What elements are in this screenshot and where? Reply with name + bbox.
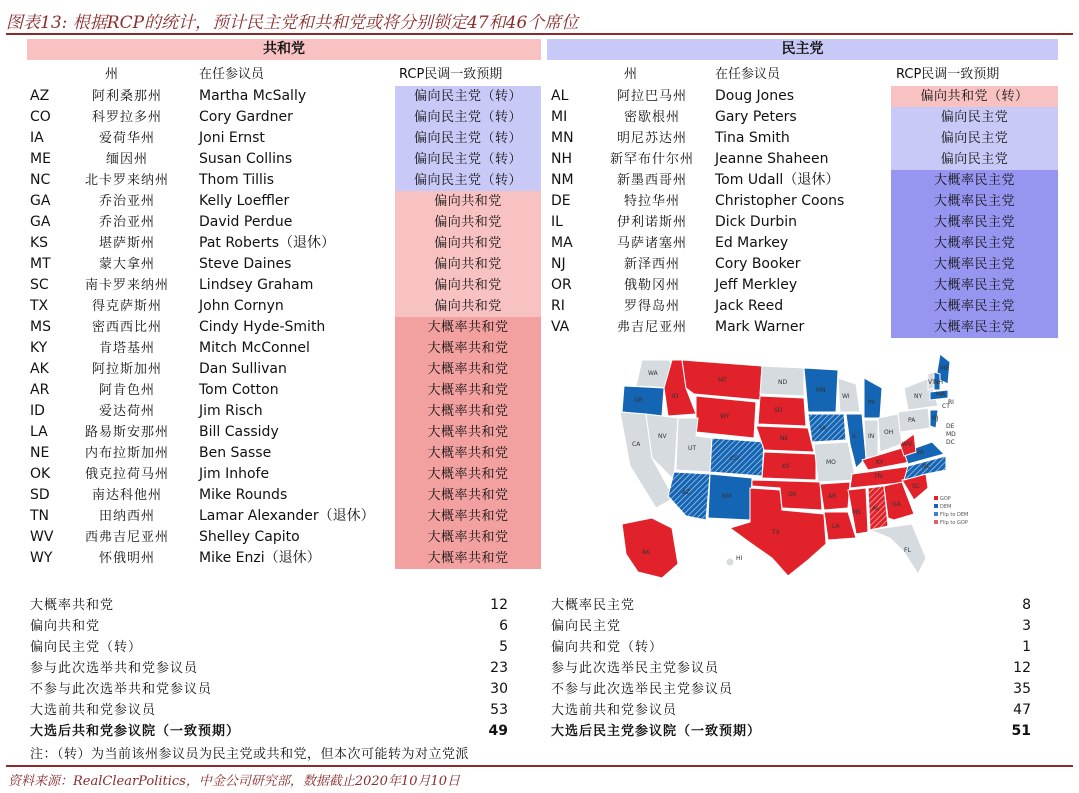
map-label-pa: PA [908, 417, 916, 424]
senator-name: Susan Collins [199, 151, 293, 167]
senator-name: Jim Risch [199, 403, 263, 419]
map-label-ct: CT [942, 403, 950, 410]
state-abbr: VA [551, 319, 570, 335]
state-abbr: ID [30, 403, 45, 419]
state-abbr: KS [30, 235, 49, 251]
state-name: 阿肯色州 [98, 383, 155, 398]
state-name: 罗得岛州 [623, 299, 680, 314]
state-name: 阿拉巴马州 [616, 89, 687, 104]
state-abbr: KY [30, 340, 48, 356]
state-name: 西弗吉尼亚州 [84, 530, 169, 545]
senator-name: Thom Tillis [199, 172, 275, 188]
senator-name: Jack Reed [715, 298, 784, 314]
summary-value: 5 [499, 639, 508, 655]
map-label-ri: RI [948, 399, 954, 406]
state-name: 新罕布什尔州 [609, 152, 694, 167]
map-label-ny: NY [914, 393, 923, 400]
state-abbr: OR [551, 277, 572, 293]
summary-line [30, 616, 508, 637]
map-label-ar: AR [828, 493, 837, 500]
page-title: 图表13: 根据RCP的统计，预计民主党和共和党或将分别锁定47和46个席位 [6, 13, 579, 33]
state-name: 堪萨斯州 [98, 236, 155, 251]
rcp-prediction: 大概率共和党 [395, 443, 541, 464]
dem-row [0, 191, 1079, 212]
map-flip-ia [808, 414, 846, 442]
legend-label: Flip to DEM [940, 512, 969, 518]
state-name: 密歇根州 [623, 110, 680, 125]
title-rule [6, 33, 1073, 35]
rcp-prediction: 大概率共和党 [395, 401, 541, 422]
map-label-md: MD [946, 431, 956, 438]
senator-name: Jim Inhofe [199, 466, 270, 482]
state-abbr: OK [30, 466, 51, 482]
state-abbr: CO [30, 109, 51, 125]
rcp-prediction: 大概率共和党 [395, 317, 541, 338]
state-name: 怀俄明州 [98, 551, 155, 566]
map-label-mn: MN [816, 387, 826, 394]
state-name: 阿拉斯加州 [91, 362, 162, 377]
rcp-prediction: 偏向民主党（转） [395, 170, 541, 191]
rcp-prediction: 大概率民主党 [891, 254, 1058, 275]
rcp-prediction: 大概率共和党 [395, 506, 541, 527]
summary-line [551, 679, 1031, 700]
state-name: 新墨西哥州 [616, 173, 687, 188]
dem-col-state: 州 [624, 67, 638, 82]
state-abbr: WY [30, 550, 53, 566]
state-abbr: RI [551, 298, 565, 314]
state-name: 阿利桑那州 [91, 89, 162, 104]
state-name: 南达科他州 [91, 488, 162, 503]
summary-label: 偏向民主党 [551, 619, 622, 634]
map-label-nj: NJ [932, 415, 939, 422]
senator-name: Cory Gardner [199, 109, 293, 125]
dem-row [0, 149, 1079, 170]
state-abbr: MA [551, 235, 573, 251]
summary-label: 参与此次选举共和党参议员 [30, 661, 199, 676]
senator-name: Tom Cotton [199, 382, 279, 398]
rcp-prediction: 大概率共和党 [395, 548, 541, 569]
dem-header: 民主党 [547, 39, 1058, 60]
summary-line [551, 721, 1031, 742]
state-abbr: SD [30, 487, 50, 503]
senator-name: Mark Warner [715, 319, 805, 335]
senator-name: Mitch McConnel [199, 340, 310, 356]
summary-label: 参与此次选举民主党参议员 [551, 661, 720, 676]
dem-col-pred: RCP民调一致预期 [896, 67, 1000, 82]
rcp-prediction: 偏向民主党（转） [395, 107, 541, 128]
state-name: 路易斯安那州 [84, 425, 169, 440]
dem-row [0, 296, 1079, 317]
rcp-prediction: 偏向民主党 [891, 128, 1058, 149]
rcp-prediction: 大概率民主党 [891, 170, 1058, 191]
state-name: 蒙大拿州 [98, 257, 155, 272]
rcp-prediction: 大概率民主党 [891, 212, 1058, 233]
senator-name: Tina Smith [715, 130, 790, 146]
summary-value: 1 [1022, 639, 1031, 655]
map-flip-az [668, 472, 710, 520]
state-abbr: TX [30, 298, 49, 314]
map-label-wv: WV [902, 441, 913, 448]
summary-label: 偏向共和党（转） [551, 640, 664, 655]
dem-row [0, 86, 1079, 107]
map-label-sd: SD [774, 407, 783, 414]
summary-label: 大概率民主党 [551, 598, 636, 613]
state-name: 爱达荷州 [98, 404, 155, 419]
rcp-prediction: 偏向共和党 [395, 233, 541, 254]
rcp-prediction: 大概率民主党 [891, 296, 1058, 317]
senator-name: Lindsey Graham [199, 277, 314, 293]
summary-label: 大选后共和党参议院（一致预期） [30, 724, 241, 739]
state-name: 科罗拉多州 [91, 110, 162, 125]
state-abbr: AR [30, 382, 50, 398]
dem-row [0, 275, 1079, 296]
rcp-prediction: 大概率共和党 [395, 527, 541, 548]
summary-line [551, 700, 1031, 721]
state-abbr: WV [30, 529, 54, 545]
rcp-prediction: 偏向共和党 [395, 296, 541, 317]
summary-value: 6 [499, 618, 508, 634]
map-label-nv: NV [658, 433, 667, 440]
state-name: 明尼苏达州 [616, 131, 687, 146]
map-label-dc: DC [946, 439, 955, 446]
senator-name: Gary Peters [715, 109, 797, 125]
state-name: 乔治亚州 [98, 194, 155, 209]
summary-value: 23 [490, 660, 508, 676]
rcp-prediction: 偏向民主党（转） [395, 86, 541, 107]
senator-name: Cindy Hyde-Smith [199, 319, 326, 335]
summary-value: 12 [1013, 660, 1031, 676]
state-abbr: IL [551, 214, 563, 230]
dem-row [0, 170, 1079, 191]
summary-line [551, 616, 1031, 637]
us-senate-map [612, 348, 969, 580]
rep-header: 共和党 [27, 39, 541, 60]
senator-name: John Cornyn [199, 298, 284, 314]
state-name: 北卡罗来纳州 [84, 173, 169, 188]
rcp-prediction: 偏向共和党 [395, 275, 541, 296]
map-label-ok: OK [788, 491, 797, 498]
map-label-id: ID [672, 393, 679, 400]
senator-name: Jeff Merkley [715, 277, 798, 293]
rcp-prediction: 偏向民主党 [891, 149, 1058, 170]
map-label-wi: WI [842, 393, 850, 400]
state-abbr: NH [551, 151, 572, 167]
state-abbr: MT [30, 256, 51, 272]
summary-value: 3 [1022, 618, 1031, 634]
rcp-prediction: 大概率民主党 [891, 191, 1058, 212]
state-abbr: GA [30, 214, 51, 230]
state-name: 爱荷华州 [98, 131, 155, 146]
summary-line [30, 658, 508, 679]
map-state-hi [726, 558, 734, 566]
map-label-va: VA [916, 449, 924, 456]
footnote: 注：（转）为当前该州参议员为民主党或共和党，但本次可能转为对立党派 [30, 747, 470, 762]
map-label-ut: UT [688, 445, 697, 452]
senator-name: Cory Booker [715, 256, 801, 272]
map-state-ak [622, 518, 678, 578]
senator-name: Steve Daines [199, 256, 292, 272]
map-label-fl: FL [904, 547, 911, 554]
state-name: 缅因州 [105, 152, 148, 167]
senator-name: Tom Udall（退休） [715, 172, 840, 188]
summary-line [551, 658, 1031, 679]
map-label-ma: MA [936, 391, 946, 398]
senator-name: David Perdue [199, 214, 293, 230]
state-abbr: NE [30, 445, 50, 461]
rcp-prediction: 大概率共和党 [395, 338, 541, 359]
map-label-vt: VT [928, 379, 936, 386]
summary-label: 大选前共和党参议员 [30, 703, 157, 718]
state-abbr: NJ [551, 256, 566, 272]
map-label-nd: ND [778, 379, 788, 386]
senator-name: Shelley Capito [199, 529, 300, 545]
summary-label: 大概率共和党 [30, 598, 115, 613]
rcp-prediction: 大概率共和党 [395, 359, 541, 380]
legend-swatch [934, 512, 938, 516]
state-abbr: NC [30, 172, 51, 188]
legend-label: GOP [940, 496, 951, 502]
summary-label: 大选后民主党参议院（一致预期） [551, 724, 762, 739]
map-label-nm: NM [722, 493, 732, 500]
summary-value: 49 [488, 723, 508, 739]
state-abbr: MI [551, 109, 568, 125]
map-label-wa: WA [648, 370, 658, 377]
map-label-mt: MT [718, 377, 727, 384]
map-label-tx: TX [772, 529, 780, 536]
legend-label: Flip to GOP [940, 520, 968, 526]
summary-line [30, 700, 508, 721]
summary-line [30, 637, 508, 658]
state-abbr: IA [30, 130, 44, 146]
source-rule [6, 765, 1073, 767]
state-name: 肯塔基州 [98, 341, 155, 356]
state-abbr: AZ [30, 88, 50, 104]
state-name: 新泽西州 [623, 257, 680, 272]
dem-row [0, 317, 1079, 338]
rcp-prediction: 偏向共和党（转） [891, 86, 1058, 107]
dem-row [0, 254, 1079, 275]
map-label-de: DE [946, 423, 955, 430]
summary-label: 偏向共和党 [30, 619, 101, 634]
senator-name: Pat Roberts（退休） [199, 235, 336, 251]
map-label-ak: AK [642, 549, 651, 556]
map-label-ky: KY [876, 459, 884, 466]
dem-row [0, 128, 1079, 149]
rcp-prediction: 偏向共和党 [395, 191, 541, 212]
rcp-prediction: 偏向共和党 [395, 212, 541, 233]
map-label-az: AZ [682, 489, 691, 496]
map-state-la [824, 512, 856, 540]
rcp-prediction: 大概率共和党 [395, 380, 541, 401]
legend-swatch [934, 504, 938, 508]
map-state-or [622, 386, 664, 416]
map-label-co: CO [730, 455, 739, 462]
state-name: 弗吉尼亚州 [616, 320, 687, 335]
state-name: 内布拉斯加州 [84, 446, 169, 461]
summary-line [30, 721, 508, 742]
rcp-prediction: 大概率共和党 [395, 485, 541, 506]
state-name: 乔治亚州 [98, 215, 155, 230]
map-label-la: LA [832, 523, 840, 530]
dem-col-senator: 在任参议员 [715, 67, 781, 82]
state-name: 俄克拉荷马州 [84, 467, 169, 482]
senator-name: Doug Jones [715, 88, 795, 104]
state-name: 南卡罗来纳州 [84, 278, 169, 293]
senator-name: Christopher Coons [715, 193, 845, 209]
us-map-svg [612, 348, 969, 580]
rep-col-state: 州 [105, 67, 119, 82]
rcp-prediction: 偏向民主党（转） [395, 149, 541, 170]
rcp-prediction: 偏向共和党 [395, 254, 541, 275]
rcp-prediction: 大概率共和党 [395, 422, 541, 443]
senator-name: Lamar Alexander（退休） [199, 508, 375, 524]
state-name: 马萨诸塞州 [616, 236, 687, 251]
legend-swatch [934, 496, 938, 500]
map-label-ks: KS [782, 463, 790, 470]
senator-name: Ben Sasse [199, 445, 272, 461]
map-state-mi [864, 378, 882, 418]
state-abbr: NM [551, 172, 574, 188]
map-label-mi: MI [868, 399, 875, 406]
rep-col-senator: 在任参议员 [199, 67, 265, 82]
rcp-prediction: 大概率民主党 [891, 317, 1058, 338]
summary-label: 大选前共和党参议员 [551, 703, 678, 718]
state-abbr: GA [30, 193, 51, 209]
summary-line [30, 595, 508, 616]
state-abbr: LA [30, 424, 48, 440]
summary-value: 35 [1013, 681, 1031, 697]
dem-row [0, 212, 1079, 233]
state-abbr: TN [30, 508, 50, 524]
legend-label: DEM [940, 504, 952, 510]
map-label-ne: NE [780, 435, 789, 442]
map-label-ms: MS [852, 509, 861, 516]
senator-name: Martha McSally [199, 88, 307, 104]
map-label-me: ME [940, 365, 949, 372]
map-label-ca: CA [632, 441, 641, 448]
rep-col-pred: RCP民调一致预期 [399, 67, 503, 82]
rcp-prediction: 大概率共和党 [395, 464, 541, 485]
rcp-prediction: 大概率民主党 [891, 233, 1058, 254]
summary-value: 30 [490, 681, 508, 697]
state-name: 密西西比州 [91, 320, 162, 335]
dem-row [0, 107, 1079, 128]
state-abbr: MS [30, 319, 51, 335]
state-name: 得克萨斯州 [91, 299, 162, 314]
map-label-or: OR [634, 397, 643, 404]
summary-label: 不参与此次选举共和党参议员 [30, 682, 213, 697]
map-label-sc: SC [912, 483, 920, 490]
map-label-in: IN [868, 433, 875, 440]
state-name: 伊利诺斯州 [616, 215, 687, 230]
summary-line [30, 679, 508, 700]
map-label-nh: NH [934, 379, 943, 386]
senator-name: Dan Sullivan [199, 361, 287, 377]
summary-value: 53 [490, 702, 508, 718]
summary-line [551, 595, 1031, 616]
map-label-mo: MO [826, 459, 836, 466]
title-bar [6, 6, 1073, 34]
map-state-fl [870, 524, 926, 574]
map-label-ia: IA [820, 425, 826, 432]
state-abbr: ME [30, 151, 51, 167]
senator-name: Mike Rounds [199, 487, 288, 503]
senator-name: Jeanne Shaheen [715, 151, 829, 167]
state-name: 田纳西州 [98, 509, 155, 524]
summary-label: 不参与此次选举民主党参议员 [551, 682, 734, 697]
senator-name: Joni Ernst [199, 130, 265, 146]
summary-value: 51 [1011, 723, 1031, 739]
senator-name: Dick Durbin [715, 214, 797, 230]
map-label-nc: NC [922, 463, 931, 470]
map-label-tn: TN [874, 473, 883, 480]
summary-value: 47 [1013, 702, 1031, 718]
map-label-al: AL [872, 505, 880, 512]
rcp-prediction: 偏向民主党 [891, 107, 1058, 128]
map-label-ga: GA [892, 501, 901, 508]
dem-row [0, 233, 1079, 254]
map-label-wy: WY [720, 413, 730, 420]
state-name: 特拉华州 [623, 194, 680, 209]
rcp-prediction: 偏向民主党（转） [395, 128, 541, 149]
summary-line [551, 637, 1031, 658]
map-label-oh: OH [884, 429, 894, 436]
state-abbr: MN [551, 130, 574, 146]
senator-name: Bill Cassidy [199, 424, 279, 440]
state-abbr: DE [551, 193, 571, 209]
senator-name: Mike Enzi（退休） [199, 550, 321, 566]
state-abbr: SC [30, 277, 49, 293]
map-label-hi: HI [736, 555, 743, 562]
legend-swatch [934, 520, 938, 524]
senator-name: Ed Markey [715, 235, 789, 251]
state-abbr: AL [551, 88, 569, 104]
summary-value: 8 [1022, 597, 1031, 613]
summary-label: 偏向民主党（转） [30, 640, 143, 655]
senator-name: Kelly Loeffler [199, 193, 290, 209]
summary-value: 12 [490, 597, 508, 613]
map-label-il: IL [852, 433, 858, 440]
source-text: 资料来源：RealClearPolitics，中金公司研究部，数据截止2020年10月10日 [8, 774, 461, 789]
state-abbr: AK [30, 361, 49, 377]
rcp-prediction: 大概率民主党 [891, 275, 1058, 296]
state-name: 俄勒冈州 [623, 278, 680, 293]
